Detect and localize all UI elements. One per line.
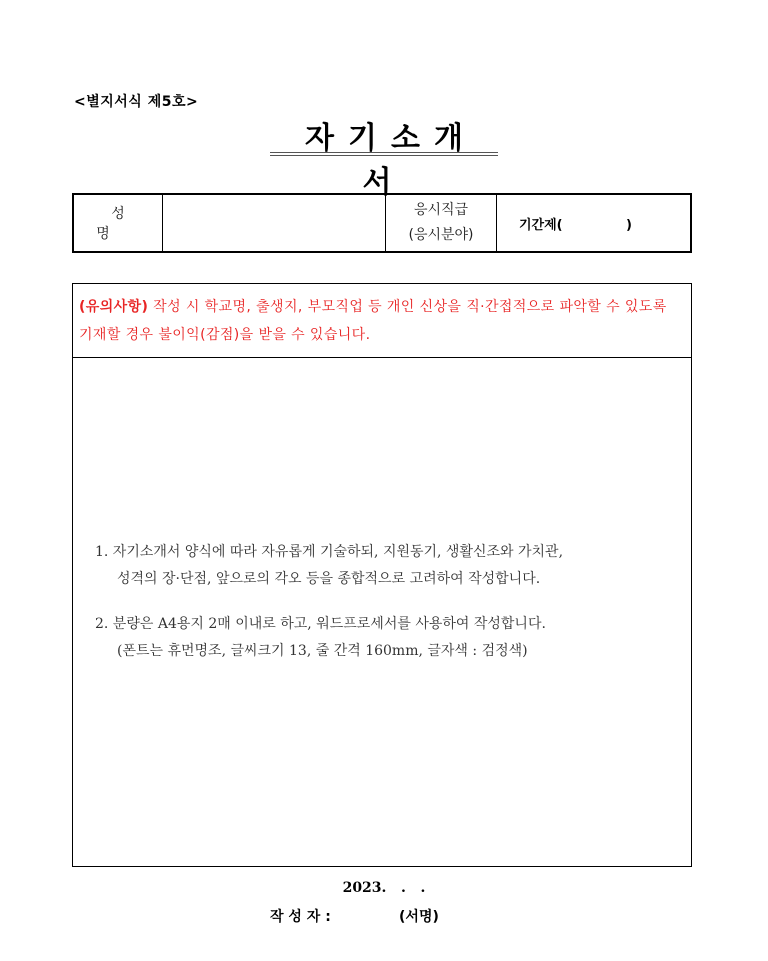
writing-guides[interactable]	[95, 539, 685, 683]
form-code: <별지서식 제5호>	[74, 94, 199, 110]
applicant-info-row	[73, 194, 691, 252]
position-field[interactable]: 기간제( )	[497, 194, 692, 252]
position-label-line2: (응시분야)	[408, 227, 474, 243]
applicant-info-table	[72, 193, 692, 253]
position-label-line1: 응시직급	[413, 202, 469, 218]
writer-signature-line: 작 성 자 : (서명)	[270, 909, 439, 925]
guide-1-line-2: 성격의 장·단점, 앞으로의 각오 등을 종합적으로 고려하여 작성합니다.	[117, 571, 541, 587]
document-title: 자기소개서	[305, 121, 477, 200]
guide-1-line-1: 1. 자기소개서 양식에 따라 자유롭게 기술하되, 지원동기, 생활신조와 가치관,	[95, 544, 564, 560]
notice-heading: (유의사항)	[79, 299, 149, 315]
name-label: 성 명	[73, 194, 163, 252]
name-field[interactable]	[163, 194, 386, 252]
notice-box	[73, 284, 691, 358]
guide-item-1	[95, 539, 685, 593]
footer-date: 2023. . .	[342, 880, 426, 896]
guide-item-2	[95, 611, 685, 665]
notice-text: 작성 시 학교명, 출생지, 부모직업 등 개인 신상을 직·간접적으로 파악할 수 있도록 기재할 경우 불이익(감점)을 받을 수 있습니다.	[79, 299, 667, 343]
self-introduction-box	[72, 283, 692, 867]
guide-2-line-2: (폰트는 휴먼명조, 글씨크기 13, 줄 간격 160mm, 글자색 : 검정색)	[117, 643, 528, 659]
guide-2-line-1: 2. 분량은 A4용지 2매 이내로 하고, 워드프로세서를 사용하여 작성합니다.	[95, 616, 546, 632]
title-underline-top	[270, 152, 498, 153]
position-label	[386, 194, 497, 252]
title-underline-bottom	[270, 155, 498, 156]
